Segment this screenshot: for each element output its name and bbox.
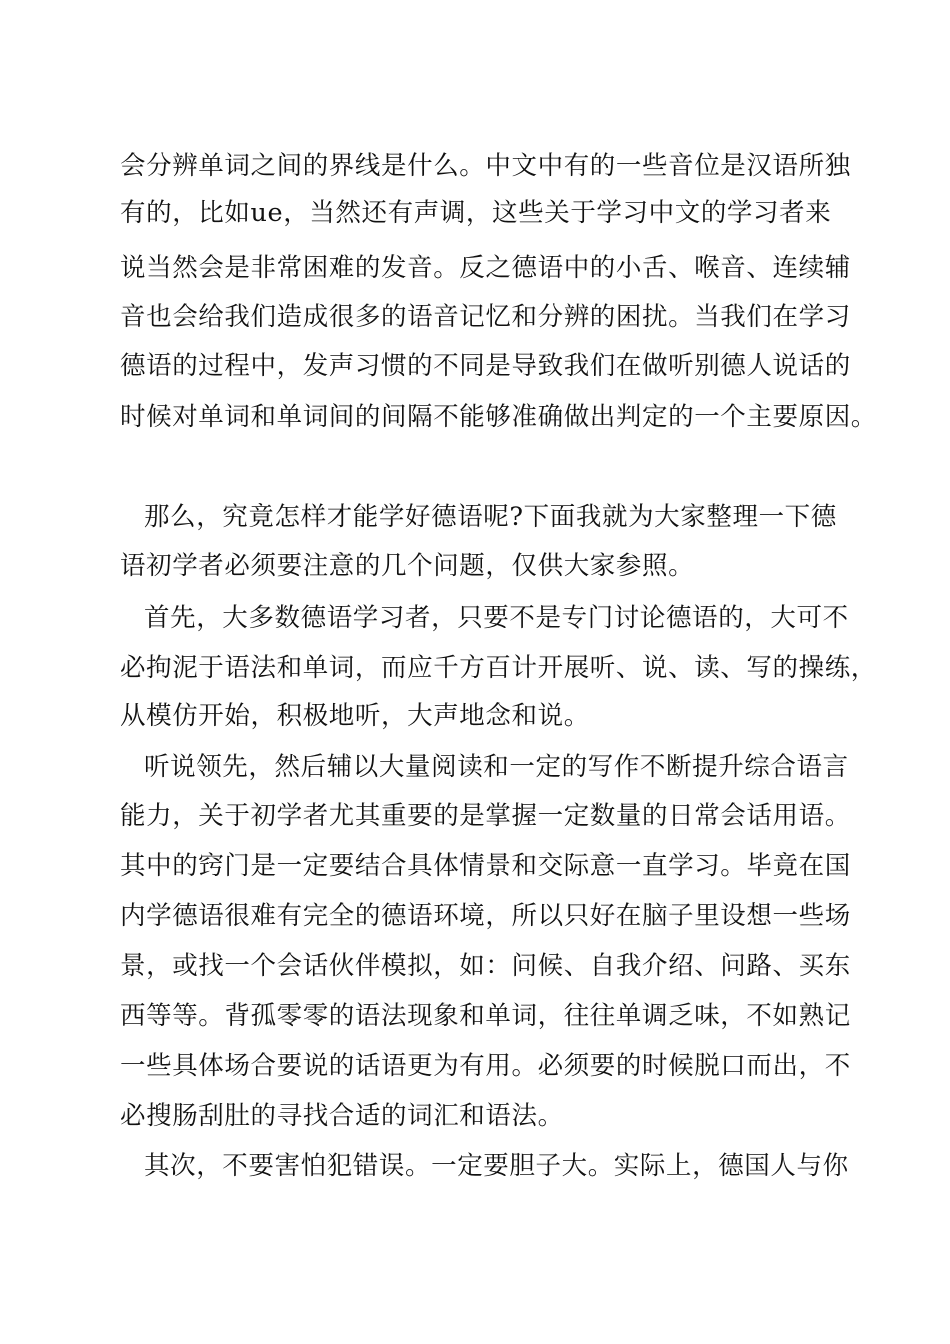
text-line: 德语的过程中，发声习惯的不同是导致我们在做听别德人说话的: [120, 351, 851, 381]
text-line: 必搜肠刮肚的寻找合适的词汇和语法。: [120, 1101, 564, 1131]
text-line: 从模仿开始，积极地听，大声地念和说。: [120, 701, 590, 731]
text-line: 音也会给我们造成很多的语音记忆和分辨的困扰。当我们在学习: [120, 302, 851, 332]
text-line: 那么，究竟怎样才能学好德语呢?下面我就为大家整理一下德: [144, 502, 837, 532]
text-line: 其次，不要害怕犯错误。一定要胆子大。实际上，德国人与你: [144, 1151, 849, 1181]
text-line: 必拘泥于语法和单词，而应千方百计开展听、说、读、写的操练，: [120, 653, 877, 683]
text-line: 听说领先，然后辅以大量阅读和一定的写作不断提升综合语言: [144, 752, 849, 782]
text-line: 景，或找一个会话伙伴模拟，如：问候、自我介绍、问路、买东: [120, 951, 851, 981]
text-line: 西等等。背孤零零的语法现象和单词，往往单调乏味，不如熟记: [120, 1001, 851, 1031]
text-line: 首先，大多数德语学习者，只要不是专门讨论德语的，大可不: [144, 603, 849, 633]
text-line: 时候对单词和单词间的间隔不能够准确做出判定的一个主要原因。: [120, 402, 877, 432]
text-line: 一些具体场合要说的话语更为有用。必须要的时候脱口而出，不: [120, 1051, 851, 1081]
text-line: 内学德语很难有完全的德语环境，所以只好在脑子里设想一些场: [120, 901, 851, 931]
text-line: 语初学者必须要注意的几个问题，仅供大家参照。: [120, 551, 695, 581]
text-line: 会分辨单词之间的界线是什么。中文中有的一些音位是汉语所独: [120, 151, 851, 181]
text-line: 其中的窍门是一定要结合具体情景和交际意一直学习。毕竟在国: [120, 851, 851, 881]
text-line: 有的，比如ue，当然还有声调，这些关于学习中文的学习者来: [120, 198, 832, 228]
text-line: 能力，关于初学者尤其重要的是掌握一定数量的日常会话用语。: [120, 801, 851, 831]
text-line: 说当然会是非常困难的发音。反之德语中的小舌、喉音、连续辅: [120, 253, 851, 283]
